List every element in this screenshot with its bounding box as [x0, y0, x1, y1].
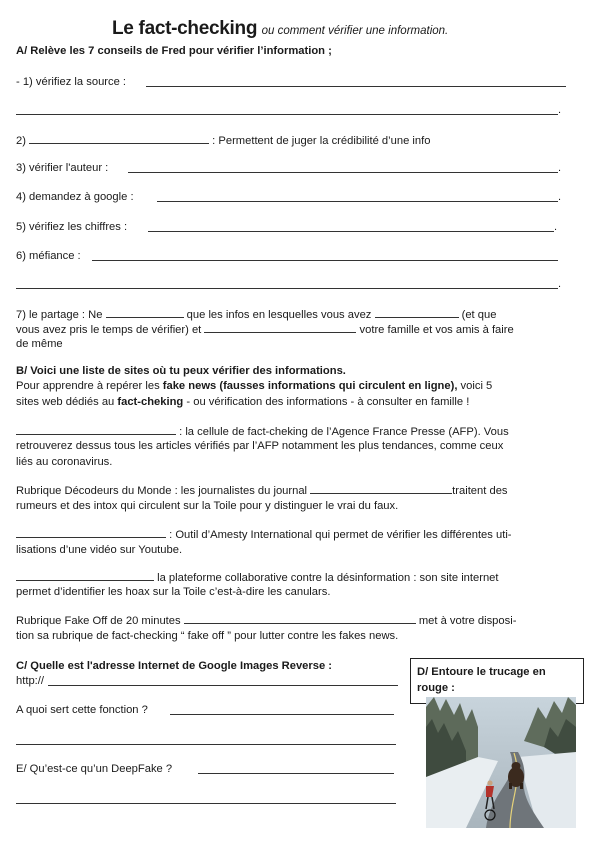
intro-text-1: Pour apprendre à repérer les: [16, 380, 163, 392]
item4-label: 4) demandez à google :: [16, 191, 134, 203]
site1-text-1: : la cellule de fact-cheking de l’Agence France Presse (AFP). Vous: [179, 426, 509, 438]
site2-text-a: Rubrique Décodeurs du Monde : les journalistes du journal: [16, 485, 308, 497]
site5-text-a: Rubrique Fake Off de 20 minutes: [16, 615, 181, 627]
fake-photo[interactable]: [426, 697, 576, 828]
item7-text-c: (et que: [461, 309, 497, 321]
site4-blank[interactable]: [16, 570, 154, 581]
url-prefix: http://: [16, 675, 44, 687]
item2-number: 2): [16, 135, 26, 147]
item7-line1: [16, 307, 496, 322]
intro-text-2: voici 5: [457, 380, 493, 392]
section-c-heading: C/ Quelle est l'adresse Internet de Google Images Reverse :: [16, 660, 333, 672]
site4-text-1: la plateforme collaborative contre la désinformation : son site internet: [157, 572, 499, 584]
site2-line2: rumeurs et des intox qui circulent sur la Toile pour y distinguer le vrai du faux.: [16, 500, 399, 512]
item6-answer-line-2[interactable]: [16, 288, 558, 289]
item3-label: 3) vérifier l'auteur :: [16, 162, 109, 174]
section-b-intro-1: [16, 379, 492, 393]
site1-blank[interactable]: [16, 424, 176, 435]
item7-text-d: vous avez pris le temps de vérifier) et: [16, 324, 202, 336]
c-answer-line-2[interactable]: [16, 744, 396, 745]
item7-line3: de même: [16, 338, 63, 350]
title-main: Le fact-checking: [112, 18, 258, 39]
item4-answer-line[interactable]: [157, 201, 558, 202]
item5-label: 5) vérifiez les chiffres :: [16, 221, 128, 233]
item7-blank-1[interactable]: [106, 307, 184, 318]
site1-line1: [16, 424, 509, 439]
site5-text-b: met à votre disposi-: [418, 615, 517, 627]
site3-line2: lisations d’une vidéo sur Youtube.: [16, 544, 183, 556]
site4-line2: permet d’identifier les hoax sur la Toile c’est-à-dire les canulars.: [16, 586, 331, 598]
e-answer-line-2[interactable]: [16, 803, 396, 804]
site3-text-1: : Outil d’Amesty International qui permet de vérifier les différentes uti-: [169, 529, 512, 541]
item7-blank-3[interactable]: [204, 322, 356, 333]
section-b-intro-2: [16, 395, 469, 409]
page-title: [112, 18, 448, 40]
item7-text-e: votre famille et vos amis à faire: [359, 324, 514, 336]
site2-blank[interactable]: [310, 483, 452, 494]
item4-period: .: [558, 191, 562, 203]
site2-text-b: traitent des: [452, 485, 508, 497]
item1-period: .: [558, 104, 562, 116]
e-answer-line[interactable]: [198, 773, 394, 774]
item6-answer-line[interactable]: [92, 260, 558, 261]
item6-period: .: [558, 278, 562, 290]
intro-bold-2: fact-cheking: [117, 396, 184, 408]
item2-row: [16, 133, 430, 148]
site1-line3: liés au coronavirus.: [16, 456, 113, 468]
item7-line2: [16, 322, 514, 337]
item2-text: : Permettent de juger la crédibilité d’une info: [212, 135, 431, 147]
photo-illustration: [426, 697, 576, 828]
section-a-heading: A/ Relève les 7 conseils de Fred pour vérifier l’information ;: [16, 45, 332, 57]
item3-answer-line[interactable]: [128, 172, 558, 173]
url-answer-line[interactable]: [48, 685, 398, 686]
title-sub: ou comment vérifier une information.: [261, 25, 449, 37]
c-question: A quoi sert cette fonction ?: [16, 704, 148, 716]
item7-text-a: 7) le partage : Ne: [16, 309, 103, 321]
item1-label: - 1) vérifiez la source :: [16, 76, 127, 88]
site4-line1: [16, 570, 499, 585]
e-question: E/ Qu’est-ce qu’un DeepFake ?: [16, 763, 173, 775]
site1-line2: retrouverez dessus tous les articles vérifiés par l’AFP notamment les plus tendances, comme ceux: [16, 440, 504, 452]
site2-line1: [16, 483, 508, 498]
site3-line1: [16, 527, 512, 542]
site3-blank[interactable]: [16, 527, 166, 538]
item5-period: .: [554, 221, 558, 233]
site5-blank[interactable]: [184, 613, 416, 624]
item1-answer-line[interactable]: [146, 86, 566, 87]
c-answer-line[interactable]: [170, 714, 394, 715]
item7-blank-2[interactable]: [375, 307, 459, 318]
site5-line1: [16, 613, 516, 628]
intro-text-3: sites web dédiés au: [16, 396, 118, 408]
section-b-heading: B/ Voici une liste de sites où tu peux vérifier des informations.: [16, 365, 346, 377]
item2-answer-line[interactable]: [29, 133, 209, 144]
section-d-heading: D/ Entoure le trucage en rouge :: [417, 666, 546, 694]
item7-text-b: que les infos en lesquelles vous avez: [186, 309, 372, 321]
item6-label: 6) méfiance :: [16, 250, 81, 262]
item3-period: .: [558, 162, 562, 174]
intro-text-4: - ou vérification des informations - à consulter en famille !: [183, 396, 470, 408]
item5-answer-line[interactable]: [148, 231, 554, 232]
site5-line2: tion sa rubrique de fact-checking “ fake off ” pour lutter contre les fakes news.: [16, 630, 399, 642]
item1-answer-line-2[interactable]: [16, 114, 558, 115]
intro-bold-1: fake news (fausses informations qui circulent en ligne),: [162, 380, 458, 392]
